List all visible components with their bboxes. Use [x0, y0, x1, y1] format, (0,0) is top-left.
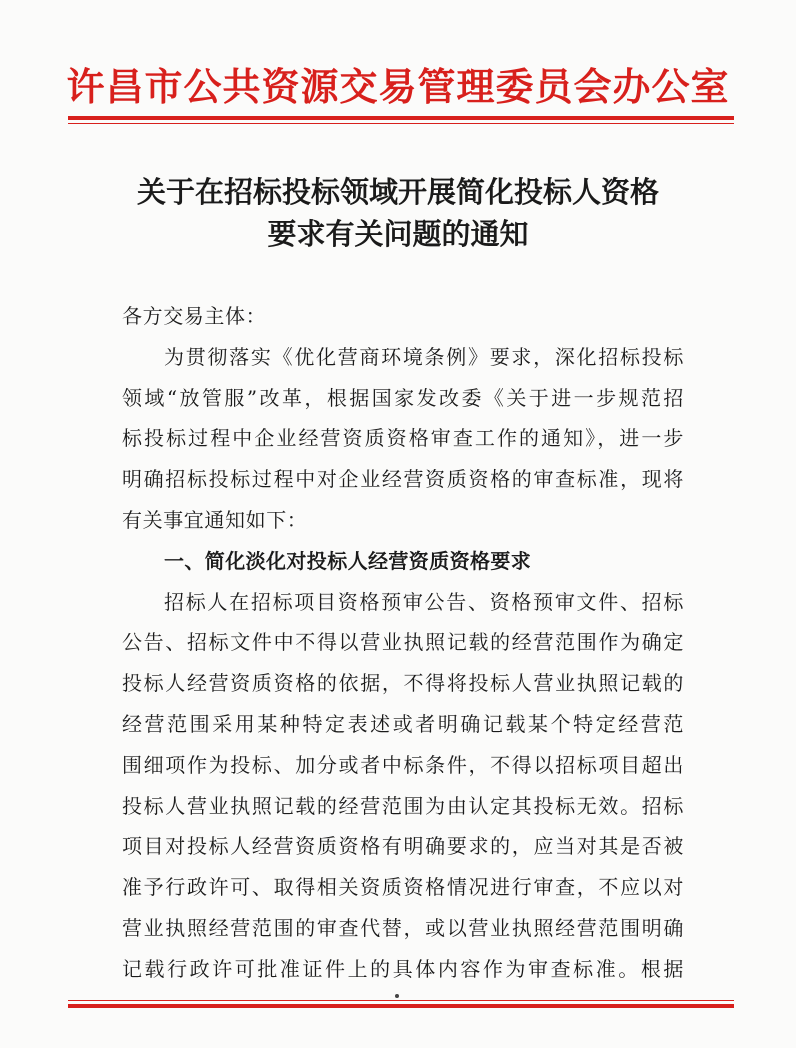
paragraph-1-line-2: 领域“放管服”改革，根据国家发改委《关于进一步规范招: [122, 385, 684, 410]
paragraph-2-line-2: 公告、招标文件中不得以营业执照记载的经营范围作为确定: [122, 630, 684, 655]
section-1-heading: 一、简化淡化对投标人经营资质资格要求: [164, 548, 532, 573]
letterhead-rule-thin: [68, 123, 734, 124]
paragraph-1-line-3: 标投标过程中企业经营资质资格审查工作的通知》，进一步: [122, 426, 684, 451]
document-body: [122, 296, 684, 990]
paragraph-1-line-4: 明确招标投标过程中对企业经营资质资格的审查标准，现将: [122, 467, 684, 492]
paragraph-2-line-1: 招标人在招标项目资格预审公告、资格预审文件、招标: [164, 589, 684, 614]
footer-rule-thick: [68, 1004, 734, 1008]
paragraph-2-line-10: 记载行政许可批准证件上的具体内容作为审查标准。根据: [122, 956, 684, 981]
paragraph-1-line-1: 为贯彻落实《优化营商环境条例》要求，深化招标投标: [164, 344, 684, 369]
paragraph-2-line-8: 准予行政许可、取得相关资质资格情况进行审查，不应以对: [122, 875, 684, 900]
paragraph-2-line-4: 经营范围采用某种特定表述或者明确记载某个特定经营范: [122, 711, 684, 736]
paragraph-2-line-3: 投标人经营资质资格的依据，不得将投标人营业执照记载的: [122, 671, 684, 696]
page-mark: [395, 994, 399, 998]
letterhead-title: 许昌市公共资源交易管理委员会办公室: [66, 64, 730, 109]
document-title-line-2: 要求有关问题的通知: [267, 217, 529, 251]
paragraph-1-line-5: 有关事宜通知如下：: [122, 507, 308, 532]
paragraph-2-line-9: 营业执照经营范围的审查代替，或以营业执照经营范围明确: [122, 915, 684, 940]
salutation: 各方交易主体：: [122, 304, 267, 328]
document-title-line-1: 关于在招标投标领域开展简化投标人资格: [136, 175, 659, 209]
paragraph-2-line-7: 项目对投标人经营资质资格有明确要求的，应当对其是否被: [122, 834, 684, 859]
paragraph-2-line-5: 围细项作为投标、加分或者中标条件，不得以招标项目超出: [122, 752, 684, 777]
letterhead-rule-thick: [68, 116, 734, 120]
footer-rule-thin: [68, 1000, 734, 1001]
paragraph-2-line-6: 投标人营业执照记载的经营范围为由认定其投标无效。招标: [122, 793, 684, 818]
